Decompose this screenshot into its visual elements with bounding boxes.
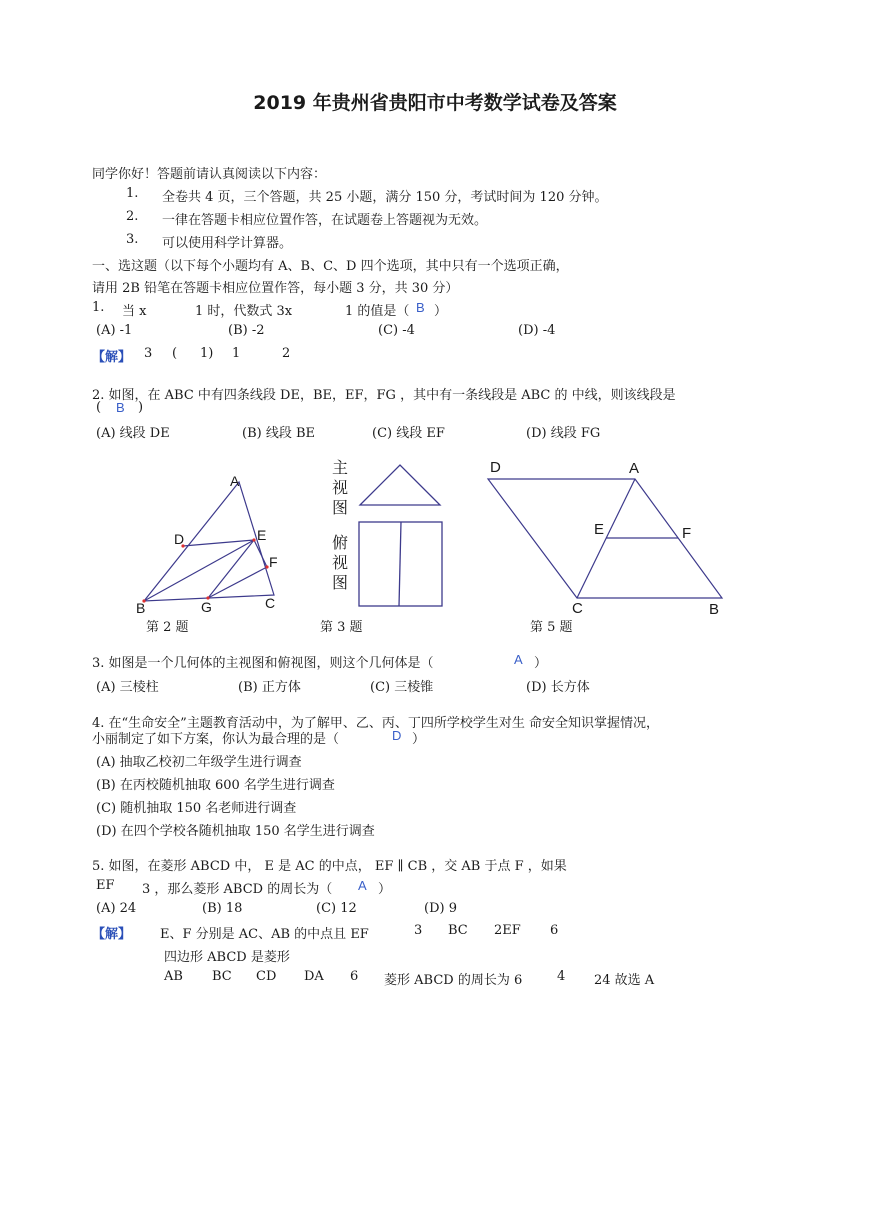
figure-q3-views — [326, 455, 450, 611]
q5-close: ） — [378, 882, 392, 897]
intro-greeting: 同学你好！答题前请认真阅读以下内容： — [92, 167, 327, 182]
q5-line2a: EF — [96, 878, 115, 893]
label-d: D — [490, 459, 501, 476]
q4-option-d: (D) 在四个学校各随机抽取 150 名学生进行调查 — [96, 824, 375, 839]
rule-1-text: 全卷共 4 页，三个答题，共 25 小题，满分 150 分，考试时间为 120 分钟。 — [162, 190, 608, 205]
q5-jie3-h: 24 故选 A — [594, 973, 655, 988]
label-g: G — [201, 599, 212, 615]
top-label-1: 俯 — [332, 535, 349, 552]
q5-jie1-c: BC — [448, 923, 468, 938]
q3-option-c: (C) 三棱锥 — [370, 680, 434, 695]
segment-fg — [208, 567, 267, 598]
q1-option-b: (B) -2 — [228, 323, 265, 338]
section1-line1: 一、选这题（以下每个小题均有 A、B、C、D 四个选项，其中只有一个选项正确， — [92, 259, 569, 274]
q2-option-c: (C) 线段 EF — [372, 426, 445, 441]
q1-option-a: (A) -1 — [96, 323, 133, 338]
q1-option-c: (C) -4 — [378, 323, 415, 338]
q4-option-b: (B) 在丙校随机抽取 600 名学生进行调查 — [96, 778, 335, 793]
q5-option-c: (C) 12 — [316, 901, 357, 916]
fig3-caption: 第 3 题 — [320, 620, 363, 635]
q3-option-a: (A) 三棱柱 — [96, 680, 159, 695]
q3-option-b: (B) 正方体 — [238, 680, 301, 695]
q2-option-d: (D) 线段 FG — [526, 426, 601, 441]
q1-jie-2: ( — [172, 346, 178, 361]
q1-text-a: 当 x — [122, 304, 147, 319]
q4-line1: 4. 在“生命安全”主题教育活动中，为了解甲、乙、丙、丁四所学校学生对生 命安全知识掌握情况， — [92, 716, 659, 731]
q1-answer: B — [416, 300, 425, 315]
label-b: B — [709, 601, 720, 616]
q4-answer: D — [392, 728, 402, 743]
q5-jie3-c: CD — [256, 969, 277, 984]
segment-ef — [254, 540, 267, 567]
label-a: A — [629, 460, 640, 477]
label-f: F — [269, 554, 278, 570]
q1-text-c: 1 的值是（ — [345, 304, 410, 319]
q5-jie3-d: DA — [304, 969, 324, 984]
q4-option-a: (A) 抽取乙校初二年级学生进行调查 — [96, 755, 302, 770]
label-e: E — [257, 527, 267, 543]
q2-paren-close: ) — [138, 400, 144, 415]
q5-jie2: 四边形 ABCD 是菱形 — [164, 950, 290, 965]
label-c: C — [265, 595, 276, 611]
q1-jie-3: 1) — [200, 346, 214, 361]
rule-3-text: 可以使用科学计算器。 — [162, 236, 293, 251]
q1-jie-label: 【解】 — [92, 350, 132, 365]
q5-jie3-g: 4 — [557, 969, 566, 984]
rule-3-num: 3. — [126, 232, 139, 247]
q2-option-b: (B) 线段 BE — [242, 426, 316, 441]
q5-line2b: 3 ，那么菱形 ABCD 的周长为（ — [142, 882, 333, 897]
front-label-2: 视 — [332, 480, 349, 497]
q5-jie-label: 【解】 — [92, 927, 132, 942]
q5-jie3-a: AB — [164, 969, 183, 984]
section1-line2: 请用 2B 铅笔在答题卡相应位置作答，每小题 3 分，共 30 分） — [92, 281, 459, 296]
q5-line1: 5. 如图，在菱形 ABCD 中， E 是 AC 的中点， EF ∥ CB ，交 AB 于点 F ，如果 — [92, 859, 567, 874]
q5-jie1-b: 3 — [414, 923, 423, 938]
label-a: A — [230, 473, 240, 489]
q2-option-a: (A) 线段 DE — [96, 426, 170, 441]
q2-text: 2. 如图，在 ABC 中有四条线段 DE，BE，EF，FG ，其中有一条线段是 ABC 的 中线，则该线段是 — [92, 388, 676, 403]
rule-1-num: 1. — [126, 186, 139, 201]
q5-option-d: (D) 9 — [424, 901, 457, 916]
front-view-triangle — [360, 465, 440, 505]
q5-option-a: (A) 24 — [96, 901, 137, 916]
q5-answer: A — [358, 878, 367, 893]
page-title: 2019 年贵州省贵阳市中考数学试卷及答案 — [253, 92, 617, 114]
segment-ge — [208, 540, 254, 598]
q5-jie1-e: 6 — [550, 923, 559, 938]
label-e: E — [594, 521, 605, 538]
q3-answer: A — [514, 652, 523, 667]
q5-jie1-a: E、F 分别是 AC、AB 的中点且 EF — [160, 927, 369, 942]
q4-line2: 小丽制定了如下方案，你认为最合理的是（ — [92, 732, 340, 747]
top-label-3: 图 — [332, 575, 349, 592]
q3-option-d: (D) 长方体 — [526, 680, 590, 695]
q1-jie-1: 3 — [144, 346, 153, 361]
label-c: C — [572, 600, 583, 616]
label-f: F — [682, 525, 692, 542]
q1-jie-4: 1 — [232, 346, 241, 361]
top-label-2: 视 — [332, 555, 349, 572]
q3-close: ） — [534, 656, 548, 671]
fig5-caption: 第 5 题 — [530, 620, 573, 635]
segment-be — [144, 540, 254, 601]
q5-jie1-d: 2EF — [494, 923, 521, 938]
q5-option-b: (B) 18 — [202, 901, 243, 916]
figure-q2-triangle — [128, 470, 298, 620]
q3-text: 3. 如图是一个几何体的主视图和俯视图，则这个几何体是（ — [92, 656, 434, 671]
q5-jie3-f: 菱形 ABCD 的周长为 6 — [384, 973, 523, 988]
q5-jie3-e: 6 — [350, 969, 359, 984]
q1-close: ） — [434, 304, 448, 319]
segment-de — [183, 540, 254, 546]
q2-answer: B — [116, 400, 125, 415]
rule-2-text: 一律在答题卡相应位置作答，在试题卷上答题视为无效。 — [162, 213, 488, 228]
front-label-1: 主 — [332, 460, 349, 477]
q1-option-d: (D) -4 — [518, 323, 556, 338]
rule-2-num: 2. — [126, 209, 139, 224]
point-e — [252, 538, 255, 541]
q1-number: 1. — [92, 300, 105, 315]
figure-q5-rhombus — [484, 456, 730, 616]
label-b: B — [136, 600, 146, 616]
fig2-caption: 第 2 题 — [146, 620, 189, 635]
q4-close: ） — [412, 732, 426, 747]
q1-jie-5: 2 — [282, 346, 291, 361]
q4-option-c: (C) 随机抽取 150 名老师进行调查 — [96, 801, 297, 816]
front-label-3: 图 — [332, 500, 349, 517]
label-d: D — [174, 531, 185, 547]
top-view-divider — [399, 522, 401, 606]
q2-paren-open: ( — [96, 400, 102, 415]
q5-jie3-b: BC — [212, 969, 232, 984]
q1-text-b: 1 时，代数式 3x — [195, 304, 293, 319]
